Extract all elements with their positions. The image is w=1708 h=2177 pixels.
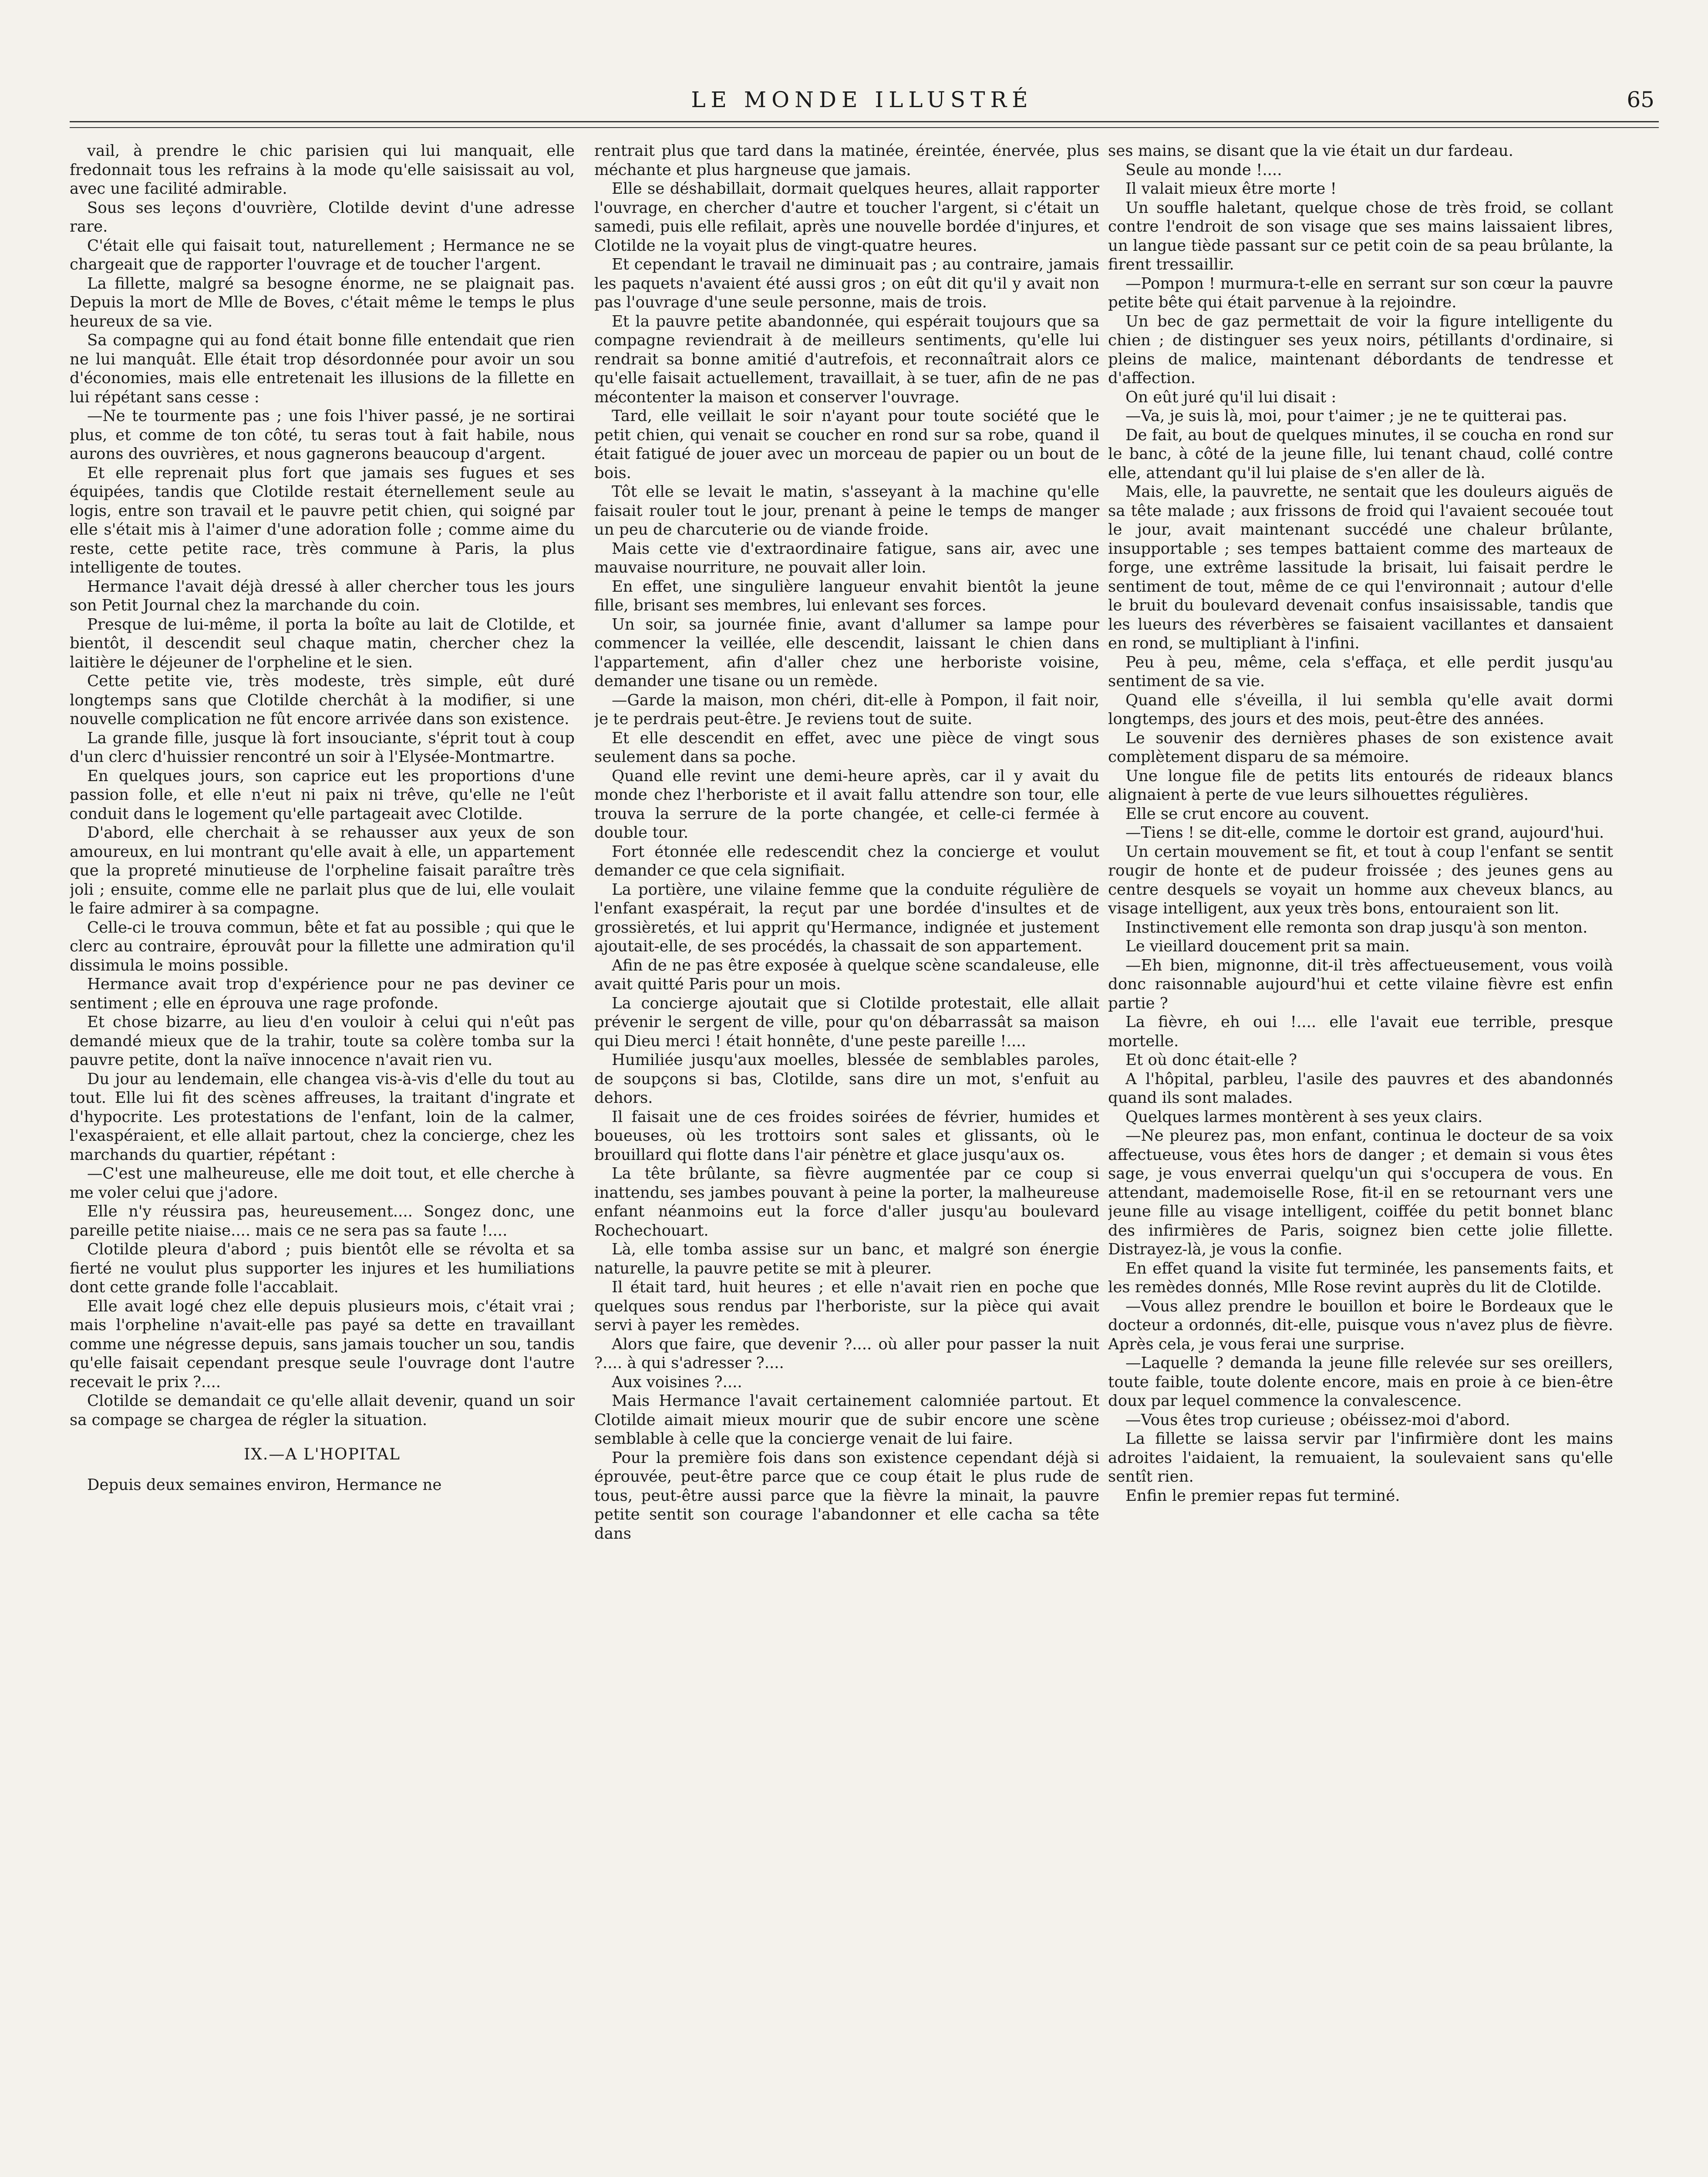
paragraph: —Vous êtes trop curieuse ; obéissez-moi d'abord. bbox=[1125, 1411, 1510, 1429]
paragraph: Alors que faire, que devenir ?.... où aller pour passer la nuit ?.... à qui s'adresser ?.... bbox=[594, 1335, 1099, 1372]
paragraph: A l'hôpital, parbleu, l'asile des pauvres et des abandonnés quand ils sont malades. bbox=[1108, 1070, 1613, 1107]
paragraph: —Laquelle ? demanda la jeune fille relevée sur ses oreillers, toute faible, toute dolente encore, mais en proie à ce bien-être doux par lequel commence la convalescence. bbox=[1108, 1354, 1613, 1410]
column-3 bbox=[1108, 142, 1613, 2177]
paragraph: Instinctivement elle remonta son drap jusqu'à son menton. bbox=[1125, 918, 1588, 937]
paragraph: Clotilde se demandait ce qu'elle allait devenir, quand un soir sa compage se chargea de régler la situation. bbox=[70, 1392, 575, 1429]
paragraph: Quand elle s'éveilla, il lui sembla qu'elle avait dormi longtemps, des jours et des mois, peut-être des années. bbox=[1108, 691, 1613, 728]
paragraph: Il faisait une de ces froides soirées de février, humides et boueuses, où les trottoirs sont sales et glissants, où le brouillard qui flotte dans l'air pénètre et glace jusqu'aux os. bbox=[594, 1108, 1099, 1164]
paragraph: Du jour au lendemain, elle changea vis-à-vis d'elle du tout au tout. Elle lui fit des scènes affreuses, la traitant d'ingrate et d'hypocrite. Les protestations de l'enfant, loin de la calmer, l'exaspéraient, et elle allait partout, chez la concierge, chez les marchands du quartier, répétant : bbox=[70, 1070, 575, 1164]
paragraph: Afin de ne pas être exposée à quelque scène scandaleuse, elle avait quitté Paris pour un mois. bbox=[594, 956, 1099, 993]
paragraph: Et où donc était-elle ? bbox=[1125, 1051, 1297, 1069]
paragraph: Il était tard, huit heures ; et elle n'avait rien en poche que quelques sous rendus par l'herboriste, sur la pièce qui avait servi à payer les remèdes. bbox=[594, 1278, 1099, 1334]
paragraph: La concierge ajoutait que si Clotilde protestait, elle allait prévenir le sergent de ville, pour qu'on débarrassât sa maison qui Dieu merci ! était honnête, d'une peste pareille !.... bbox=[594, 994, 1099, 1050]
paragraph: En effet quand la visite fut terminée, les pansements faits, et les remèdes donnés, Mlle Rose revint auprès du lit de Clotilde. bbox=[1108, 1259, 1613, 1296]
paragraph: ses mains, se disant que la vie était un dur fardeau. bbox=[1108, 142, 1513, 160]
paragraph: Mais cette vie d'extraordinaire fatigue, sans air, avec une mauvaise nourriture, ne pouvait aller loin. bbox=[594, 539, 1099, 576]
masthead bbox=[70, 87, 1654, 118]
paragraph: Mais Hermance l'avait certainement calomniée partout. Et Clotilde aimait mieux mourir que de subir encore une scène semblable à celle que la concierge venait de lui faire. bbox=[594, 1392, 1099, 1448]
paragraph: Et elle reprenait plus fort que jamais ses fugues et ses équipées, tandis que Clotilde restait éternellement seule au logis, entre son travail et le pauvre petit chien, qui soigné par elle s'était mis à l'aimer d'une adoration folle ; comme aime du reste, cette petite race, très commune à Paris, la plus intelligente de toutes. bbox=[70, 464, 575, 576]
paragraph: —C'est une malheureuse, elle me doit tout, et elle cherche à me voler celui que j'adore. bbox=[70, 1165, 575, 1202]
paragraph: Cette petite vie, très modeste, très simple, eût duré longtemps sans que Clotilde cherchât à la modifier, si une nouvelle complication ne fût encore arrivée dans son existence. bbox=[70, 672, 575, 728]
paragraph: —Pompon ! murmura-t-elle en serrant sur son cœur la pauvre petite bête qui était parvenue à la rejoindre. bbox=[1108, 274, 1613, 311]
paragraph: Une longue file de petits lits entourés de rideaux blancs alignaient à perte de vue leurs silhouettes régulières. bbox=[1108, 767, 1613, 804]
paragraph: Hermance l'avait déjà dressé à aller chercher tous les jours son Petit Journal chez la marchande du coin. bbox=[70, 577, 575, 614]
paragraph: rentrait plus que tard dans la matinée, éreintée, énervée, plus méchante et plus hargneuse que jamais. bbox=[594, 142, 1099, 179]
paragraph: Tard, elle veillait le soir n'ayant pour toute société que le petit chien, qui venait se coucher en rond sur sa robe, quand il était fatigué de jouer avec un morceau de papier ou un bout de bois. bbox=[594, 407, 1099, 482]
paragraph: Celle-ci le trouva commun, bête et fat au possible ; qui que le clerc au contraire, éprouvât pour la fillette une admiration qu'il dissimula le moins possible. bbox=[70, 918, 575, 974]
paragraph: Sous ses leçons d'ouvrière, Clotilde devint d'une adresse rare. bbox=[70, 199, 575, 236]
paragraph: Aux voisines ?.... bbox=[612, 1373, 742, 1391]
paragraph: Il valait mieux être morte ! bbox=[1125, 180, 1337, 198]
paragraph: Là, elle tomba assise sur un banc, et malgré son énergie naturelle, la pauvre petite se mit à pleurer. bbox=[594, 1240, 1099, 1277]
paragraph: Et la pauvre petite abandonnée, qui espérait toujours que sa compagne reviendrait à de meilleurs sentiments, qu'elle lui rendrait sa bonne amitié d'autrefois, et reconnaîtrait alors ce qu'elle faisait actuellement, travaillait, à se tuer, afin de ne pas mécontenter la maison et conserver l'ouvrage. bbox=[594, 312, 1099, 406]
paragraph: Depuis deux semaines environ, Hermance ne bbox=[87, 1476, 442, 1494]
paragraph: —Tiens ! se dit-elle, comme le dortoir est grand, aujourd'hui. bbox=[1125, 824, 1604, 842]
paragraph: Elle avait logé chez elle depuis plusieurs mois, c'était vrai ; mais l'orpheline n'avait-elle pas payé sa dette en travaillant comme une négresse depuis, sans jamais toucher un sou, tandis qu'elle faisait cependant presque seule l'ouvrage dont l'autre recevait le prix ?.... bbox=[70, 1297, 575, 1391]
paragraph: De fait, au bout de quelques minutes, il se coucha en rond sur le banc, à côté de la jeune fille, lui tenant chaud, collé contre elle, attendant qu'il lui plaise de s'en aller de là. bbox=[1108, 426, 1613, 482]
paragraph: —Va, je suis là, moi, pour t'aimer ; je ne te quitterai pas. bbox=[1125, 407, 1567, 425]
paragraph: Peu à peu, même, cela s'effaça, et elle perdit jusqu'au sentiment de sa vie. bbox=[1108, 653, 1613, 690]
paragraph: C'était elle qui faisait tout, naturellement ; Hermance ne se chargeait que de rapporter l'ouvrage et de toucher l'argent. bbox=[70, 236, 575, 273]
paragraph: Un souffle haletant, quelque chose de très froid, se collant contre l'endroit de son visage que ses mains laissaient libres, un langue tiède passant sur ce petit coin de sa peau brûlante, la firent tressaillir. bbox=[1108, 199, 1613, 273]
paragraph: Et elle descendit en effet, avec une pièce de vingt sous seulement dans sa poche. bbox=[594, 729, 1099, 766]
page-number: 65 bbox=[1627, 87, 1654, 112]
paragraph: Un soir, sa journée finie, avant d'allumer sa lampe pour commencer la veillée, elle descendit, laissant le chien dans l'appartement, afin d'aller chez une herboriste voisine, demander une tisane ou un remède. bbox=[594, 615, 1099, 690]
paragraph: Elle n'y réussira pas, heureusement.... Songez donc, une pareille petite niaise.... mais ce ne sera pas sa faute !.... bbox=[70, 1203, 575, 1240]
paragraph: La fillette, malgré sa besogne énorme, ne se plaignait pas. Depuis la mort de Mlle de Boves, c'était même le temps le plus heureux de sa vie. bbox=[70, 274, 575, 330]
paragraph: La portière, une vilaine femme que la conduite régulière de l'enfant exaspérait, la reçut par une bordée d'insultes et de grossièretés, et lui apprit qu'Hermance, indignée et justement ajoutait-elle, de ses procédés, la chassait de son appartement. bbox=[594, 880, 1099, 955]
paragraph: La fièvre, eh oui !.... elle l'avait eue terrible, presque mortelle. bbox=[1108, 1013, 1613, 1050]
paragraph: vail, à prendre le chic parisien qui lui manquait, elle fredonnait tous les refrains à la mode qu'elle saisissait au vol, avec une facilité admirable. bbox=[70, 142, 575, 198]
paragraph: Hermance avait trop d'expérience pour ne pas deviner ce sentiment ; elle en éprouva une rage profonde. bbox=[70, 975, 575, 1012]
paragraph: Un certain mouvement se fit, et tout à coup l'enfant se sentit rougir de honte et de pudeur froissée ; des jeunes gens au centre desquels se voyait un homme aux cheveux blancs, au visage intelligent, aux yeux très bons, entouraient son lit. bbox=[1108, 842, 1613, 917]
paragraph: Enfin le premier repas fut terminé. bbox=[1125, 1486, 1400, 1505]
paragraph: Clotilde pleura d'abord ; puis bientôt elle se révolta et sa fierté ne voulut plus supporter les injures et les humiliations dont cette grande folle l'accablait. bbox=[70, 1240, 575, 1296]
paragraph: Le vieillard doucement prit sa main. bbox=[1125, 937, 1410, 955]
paragraph: —Garde la maison, mon chéri, dit-elle à Pompon, il fait noir, je te perdrais peut-être. Je reviens tout de suite. bbox=[594, 691, 1099, 728]
paragraph: Quand elle revint une demi-heure après, car il y avait du monde chez l'herboriste et il avait fallu attendre son tour, elle trouva la serrure de la porte changée, et celle-ci fermée à double tour. bbox=[594, 767, 1099, 842]
paragraph: La fillette se laissa servir par l'infirmière dont les mains adroites l'aidaient, la remuaient, la soulevaient sans qu'elle sentît rien. bbox=[1108, 1430, 1613, 1486]
column-1 bbox=[70, 142, 575, 2177]
paragraph: Le souvenir des dernières phases de son existence avait complètement disparu de sa mémoire. bbox=[1108, 729, 1613, 766]
paragraph: Seule au monde !.... bbox=[1125, 161, 1282, 179]
paragraph: En effet, une singulière langueur envahit bientôt la jeune fille, brisant ses membres, lui enlevant ses forces. bbox=[594, 577, 1099, 614]
paragraph: Et cependant le travail ne diminuait pas ; au contraire, jamais les paquets n'avaient été aussi gros ; on eût dit qu'il y avait non pas l'ouvrage d'une seule personne, mais de trois. bbox=[594, 256, 1099, 311]
paragraph: Mais, elle, la pauvrette, ne sentait que les douleurs aiguës de sa tête malade ; aux frissons de froid qui l'avaient secouée tout le jour, avait maintenant succédé une chaleur brûlante, insupportable ; ses tempes battaient comme des marteaux de forge, une extrême lassitude la brisait, lui faisait perdre le sentiment de tout, même de ce qui l'environnait ; autour d'elle le bruit du boulevard devenait confus insaisissable, tandis que les lueurs des réverbères se faisaient vacillantes et dansaient en rond, se multipliant à l'infini. bbox=[1108, 483, 1613, 652]
paragraph: Tôt elle se levait le matin, s'asseyant à la machine qu'elle faisait rouler tout le jour, prenant à peine le temps de manger un peu de charcuterie ou de viande froide. bbox=[594, 483, 1099, 539]
paragraph: D'abord, elle cherchait à se rehausser aux yeux de son amoureux, en lui montrant qu'elle avait à elle, un appartement que la propreté minutieuse de l'orpheline faisait paraître très joli ; ensuite, comme elle ne parlait plus que de lui, elle voulait le faire admirer à sa compagne. bbox=[70, 824, 575, 917]
paragraph: Fort étonnée elle redescendit chez la concierge et voulut demander ce que cela signifiait. bbox=[594, 842, 1099, 880]
paragraph: —Ne pleurez pas, mon enfant, continua le docteur de sa voix affectueuse, vous êtes hors de danger ; et demain si vous êtes sage, je vous enverrai quelqu'un qui s'occupera de vous. En attendant, mademoiselle Rose, fit-il en se retournant vers une jeune fille au visage intelligent, coiffée du petit bonnet blanc des infirmières de Paris, soignez bien cette jolie fillette. Distrayez-là, je vous la confie. bbox=[1108, 1127, 1613, 1258]
paragraph: Sa compagne qui au fond était bonne fille entendait que rien ne lui manquât. Elle était trop désordonnée pour avoir un sou d'économies, mais elle entretenait les illusions de la fillette en lui répétant sans cesse : bbox=[70, 331, 575, 406]
section-heading: IX.—A L'HOPITAL bbox=[244, 1446, 401, 1463]
header-rule bbox=[70, 121, 1659, 122]
journal-title: LE MONDE ILLUSTRÉ bbox=[691, 87, 1033, 112]
paragraph: Humiliée jusqu'aux moelles, blessée de semblables paroles, de soupçons si bas, Clotilde, sans dire un mot, s'enfuit au dehors. bbox=[594, 1051, 1099, 1107]
header-rule-thin bbox=[70, 127, 1659, 128]
paragraph: —Eh bien, mignonne, dit-il très affectueusement, vous voilà donc raisonnable aujourd'hui et cette vilaine fièvre est enfin partie ? bbox=[1108, 956, 1613, 1012]
paragraph: On eût juré qu'il lui disait : bbox=[1125, 388, 1337, 406]
paragraph: Presque de lui-même, il porta la boîte au lait de Clotilde, et bientôt, il descendit seul chaque matin, chercher chez la laitière le déjeuner de l'orpheline et le sien. bbox=[70, 615, 575, 671]
column-2 bbox=[594, 142, 1099, 2177]
paragraph: La grande fille, jusque là fort insouciante, s'éprit tout à coup d'un clerc d'huissier rencontré un soir à l'Elysée-Montmartre. bbox=[70, 729, 575, 766]
paragraph: —Vous allez prendre le bouillon et boire le Bordeaux que le docteur a ordonnés, dit-elle, puisque vous n'avez plus de fièvre. Après cela, je vous ferai une surprise. bbox=[1108, 1297, 1613, 1353]
paragraph: Elle se crut encore au couvent. bbox=[1125, 805, 1369, 823]
paragraph: Elle se déshabillait, dormait quelques heures, allait rapporter l'ouvrage, en chercher d'autre et toucher l'argent, si c'était un samedi, puis elle refilait, après une nouvelle bordée d'injures, et Clotilde ne la voyait plus de vingt-quatre heures. bbox=[594, 180, 1099, 255]
paragraph: Et chose bizarre, au lieu d'en vouloir à celui qui n'eût pas demandé mieux que de la trahir, toute sa colère tomba sur la pauvre petite, dont la naïve innocence n'avait rien vu. bbox=[70, 1013, 575, 1069]
paragraph: Un bec de gaz permettait de voir la figure intelligente du chien ; de distinguer ses yeux noirs, pétillants d'ordinaire, si pleins de malice, maintenant débordants de tendresse et d'affection. bbox=[1108, 312, 1613, 387]
paragraph: En quelques jours, son caprice eut les proportions d'une passion folle, et elle n'eut ni paix ni trêve, qu'elle ne l'eût conduit dans le logement qu'elle partageait avec Clotilde. bbox=[70, 767, 575, 823]
paragraph: Pour la première fois dans son existence cependant déjà si éprouvée, peut-être parce que ce coup était le plus rude de tous, peut-être aussi parce que la fièvre la minait, la pauvre petite sentit son courage l'abandonner et elle cacha sa tête dans bbox=[594, 1449, 1099, 1543]
paragraph: —Ne te tourmente pas ; une fois l'hiver passé, je ne sortirai plus, et comme de ton côté, tu seras tout à fait habile, nous aurons des ouvrières, et nous gagnerons beaucoup d'argent. bbox=[70, 407, 575, 463]
paragraph: La tête brûlante, sa fièvre augmentée par ce coup si inattendu, ses jambes pouvant à peine la porter, la malheureuse enfant néanmoins eut la force d'aller jusqu'au boulevard Rochechouart. bbox=[594, 1165, 1099, 1240]
paragraph: Quelques larmes montèrent à ses yeux clairs. bbox=[1125, 1108, 1483, 1126]
